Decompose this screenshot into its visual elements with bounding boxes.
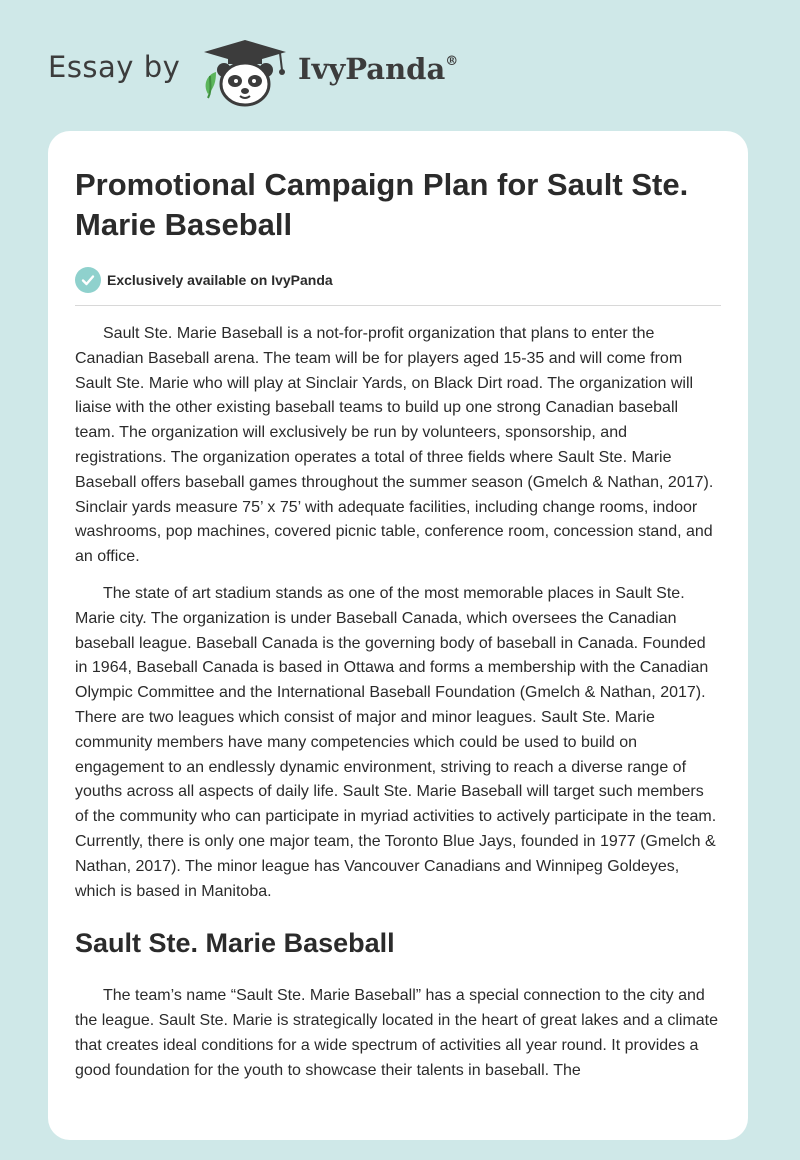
page-title: Promotional Campaign Plan for Sault Ste. Marie Baseball [75,167,689,242]
exclusive-badge [75,266,721,294]
check-circle-icon [75,267,101,293]
brand-text: IvyPanda [298,52,446,86]
body-paragraph: The state of art stadium stands as one of the most memorable places in Sault Ste. Marie city. The organization is under Baseball Canada, which oversees the Canadian baseball league. Baseball Canada is the governing body of baseball in Canada. Founded in 1964, Baseball Canada is based in Ottawa and forms a membership with the Canadian Olympic Committee and the International Baseball Foundation (Gmelch & Nathan, 2017). There are two leagues which consist of major and minor leagues. Sault Ste. Marie community members have many competencies which could be used to build on engagement to an endlessly dynamic environment, striving to reach a diverse range of youths across all aspects of daily life. Sault Ste. Marie Baseball will target such members of the community who can participate in myriad activities to actively participate in the team. Currently, there is only one major team, the Toronto Blue Jays, founded in 1977 (Gmelch & Nathan, 2017). The minor league has Vancouver Canadians and Winnipeg Goldeyes, which is based in Manitoba. [75,584,717,900]
body-paragraph: Sault Ste. Marie Baseball is a not-for-profit organization that plans to enter the Canadian Baseball arena. The team will be for players aged 15-35 and will come from Sault Ste. Marie who will play at Sinclair Yards, on Black Dirt road. The organization will liaise with the other existing baseball teams to build up one strong Canadian baseball team. The organization will exclusively be run by volunteers, sponsorship, and registrations. The organization operates a total of three fields where Sault Ste. Marie Baseball offers baseball games throughout the summer season (Gmelch & Nathan, 2017). Sinclair yards measure 75’ x 75’ with adequate facilities, including change rooms, indoor washrooms, pop machines, covered picnic table, conference room, concession stand, and an office. [75,325,714,566]
site-header [0,0,800,120]
body-paragraph: The team’s name “Sault Ste. Marie Baseball” has a special connection to the city and the league. Sault Ste. Marie is strategically located in the heart of great lakes and a climate that creates ideal conditions for a wide spectrum of activities all year round. It provides a good foundation for the youth to showcase their talents in baseball. The [75,987,719,1079]
section-heading: Sault Ste. Marie Baseball [75,928,395,959]
essay-by-label: Essay by [48,50,181,84]
badge-label: Exclusively available on IvyPanda [107,272,333,288]
brand-name[interactable] [298,52,458,86]
registered-mark: ® [445,54,459,69]
divider [75,305,721,306]
article-card [48,131,748,1140]
panda-logo-icon[interactable] [200,36,290,108]
